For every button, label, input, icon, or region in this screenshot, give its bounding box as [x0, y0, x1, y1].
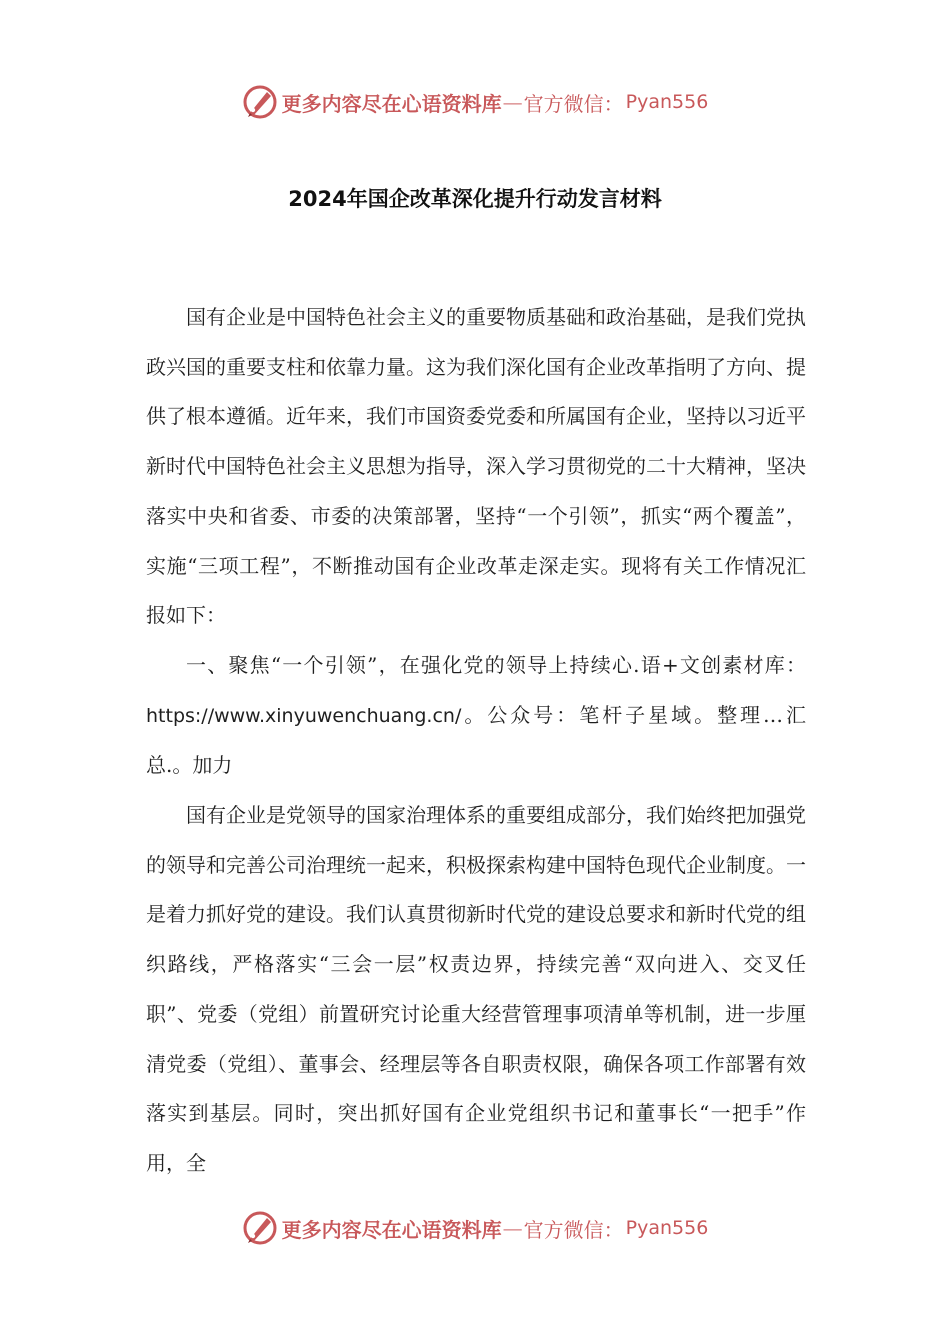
paragraph-2-text-a: 一、聚焦“一个引领”，在强化党的领导上持续心.语+文创素材库： [186, 652, 806, 677]
pen-logo-icon [242, 1210, 278, 1246]
footer-wechat-id: Pyan556 [625, 1217, 709, 1239]
paragraph-2-text-b: 。公众号：笔杆子星域。整理…汇总.。加力 [146, 702, 806, 778]
paragraph-1: 国有企业是中国特色社会主义的重要物质基础和政治基础，是我们党执政兴国的重要支柱和依靠力量。这为我们深化国有企业改革指明了方向、提供了根本遵循。近年来，我们市国资委党委和所属国有企业，坚持以习近平新时代中国特色社会主义思想为指导，深入学习贯彻党的二十大精神，坚决落实中央和省委、市委的决策部署，坚持“一个引领”，抓实“两个覆盖”，实施“三项工程”，不断推动国有企业改革走深走实。现将有关工作情况汇报如下： [146, 305, 806, 628]
header-banner [0, 82, 950, 122]
banner-wechat-label: 官方微信： [523, 91, 624, 116]
footer-banner [0, 1208, 950, 1248]
pen-logo-icon [242, 84, 278, 120]
banner-main-text: 更多内容尽在心语资料库 [281, 91, 502, 116]
document-title: 2024年国企改革深化提升行动发言材料 [288, 187, 662, 211]
paragraph-2-url: https://www.xinyuwenchuang.cn/ [146, 704, 462, 727]
paragraph-3: 国有企业是党领导的国家治理体系的重要组成部分，我们始终把加强党的领导和完善公司治理统一起来，积极探索构建中国特色现代企业制度。一是着力抓好党的建设。我们认真贯彻新时代党的建设总要求和新时代党的组织路线，严格落实“三会一层”权责边界，持续完善“双向进入、交叉任职”、党委（党组）前置研究讨论重大经营管理事项清单等机制，进一步厘清党委（党组）、董事会、经理层等各自职责权限，确保各项工作部署有效落实到基层。同时，突出抓好国有企业党组织书记和董事长“一把手”作用，全 [146, 803, 806, 1175]
document-body [146, 293, 806, 1189]
footer-dash: — [502, 1216, 523, 1240]
footer-wechat-label: 官方微信： [523, 1217, 624, 1242]
footer-main-text: 更多内容尽在心语资料库 [281, 1217, 502, 1242]
banner-dash: — [502, 90, 523, 114]
banner-wechat-id: Pyan556 [625, 91, 709, 113]
paragraph-2 [146, 641, 806, 791]
